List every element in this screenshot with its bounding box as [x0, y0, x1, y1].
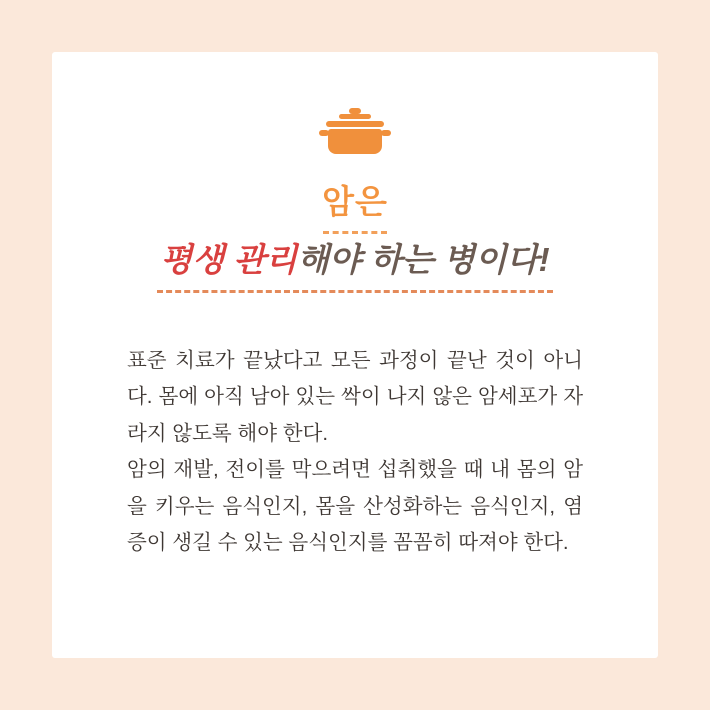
content-card [52, 52, 658, 658]
title-divider-long [157, 290, 553, 293]
body-text [127, 343, 583, 562]
title-highlight: 평생 관리 [160, 240, 298, 278]
title-block [52, 182, 658, 293]
body-paragraph-1: 표준 치료가 끝났다고 모든 과정이 끝난 것이 아니다. 몸에 아직 남아 있는 싹이 나지 않은 암세포가 자라지 않도록 해야 한다. [127, 348, 583, 445]
title-line-2 [160, 239, 549, 280]
title-line-1: 암은 [322, 183, 388, 220]
body-paragraph-2: 암의 재발, 전이를 막으려면 섭취했을 때 내 몸의 암을 키우는 음식인지, 몸을 산성화하는 음식인지, 염증이 생길 수 있는 음식인지를 꼼꼼히 따져야 한다. [127, 458, 583, 555]
title-rest: 해야 하는 병이다! [297, 240, 550, 278]
cooking-pot-icon [319, 108, 391, 160]
card-inner [52, 52, 658, 658]
title-divider-short [323, 231, 387, 234]
